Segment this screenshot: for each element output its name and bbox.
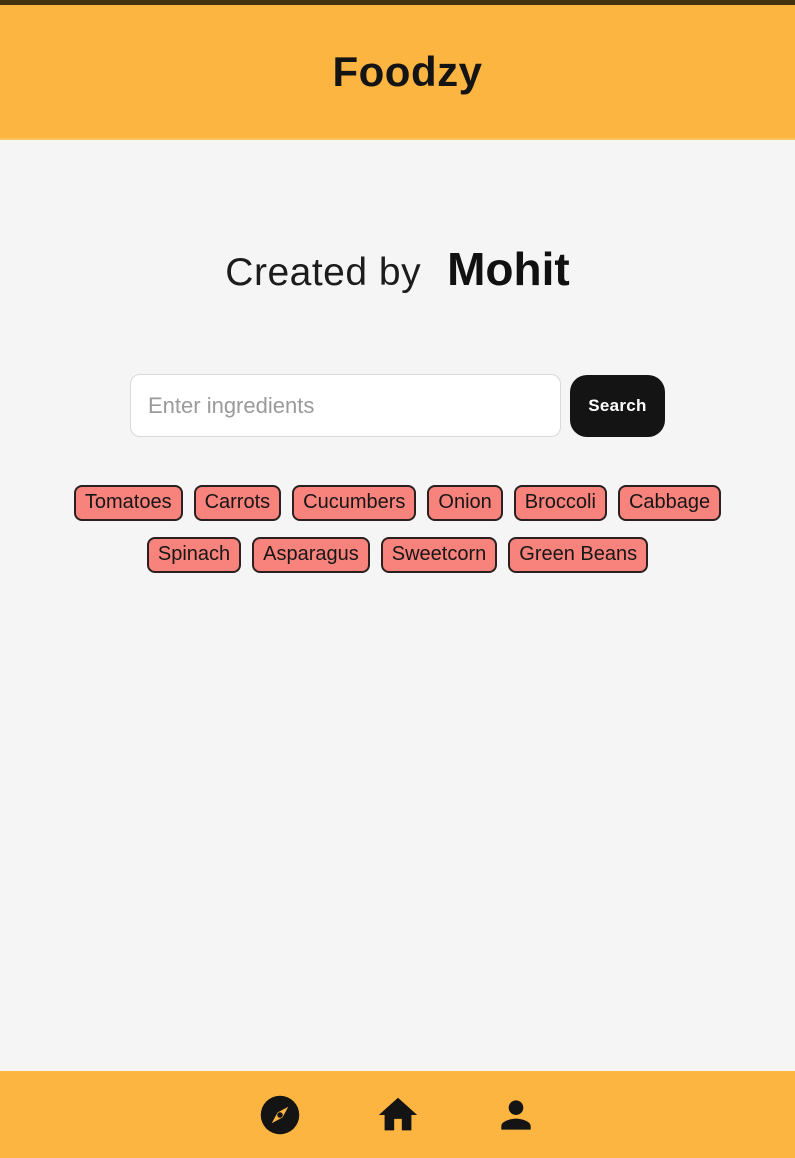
nav-item-explore[interactable] (257, 1092, 303, 1138)
compass-icon (258, 1093, 302, 1137)
nav-item-home[interactable] (375, 1092, 421, 1138)
creator-name: Mohit (447, 243, 570, 295)
ingredient-chip[interactable]: Spinach (147, 537, 241, 573)
search-button[interactable]: Search (570, 375, 665, 437)
ingredient-chip[interactable]: Cucumbers (292, 485, 416, 521)
ingredient-chip[interactable]: Asparagus (252, 537, 370, 573)
ingredient-chip[interactable]: Broccoli (514, 485, 607, 521)
ingredient-chip[interactable]: Sweetcorn (381, 537, 498, 573)
search-row (130, 374, 665, 437)
creator-prefix: Created by (225, 251, 422, 294)
home-icon (375, 1092, 421, 1138)
ingredient-chip[interactable]: Cabbage (618, 485, 721, 521)
search-input[interactable] (130, 374, 561, 437)
app-title: Foodzy (332, 47, 483, 95)
ingredient-chip[interactable]: Onion (427, 485, 502, 521)
bottom-nav (0, 1071, 795, 1158)
ingredient-chip[interactable]: Carrots (194, 485, 282, 521)
nav-item-profile[interactable] (493, 1092, 539, 1138)
main-content (0, 140, 795, 1071)
creator-line (225, 242, 569, 296)
ingredient-chip[interactable]: Green Beans (508, 537, 648, 573)
ingredient-chips (42, 485, 754, 573)
app-header (0, 5, 795, 140)
person-icon (494, 1093, 538, 1137)
ingredient-chip[interactable]: Tomatoes (74, 485, 183, 521)
